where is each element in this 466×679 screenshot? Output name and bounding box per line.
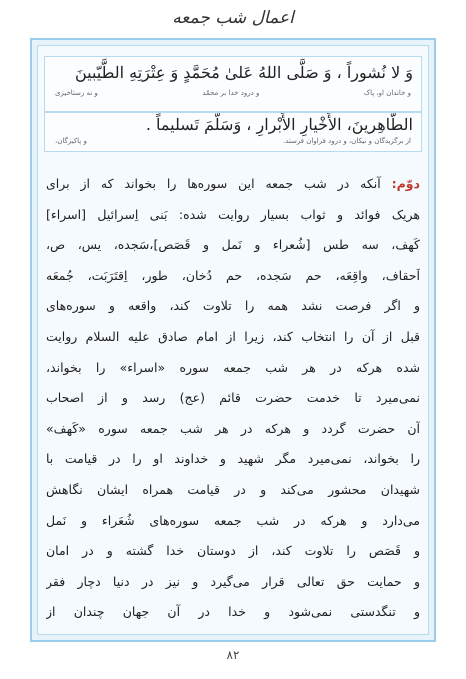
- body-text: [46, 169, 420, 628]
- text-line: و حمايت حق تعالى قرار مى‌گيرد و نيز در دنيا دچار فقر: [46, 573, 420, 589]
- text-line: نمى‌ميرد تا خدمت حضرت قائم (عج) رسد و از اصحاب: [46, 390, 420, 406]
- text-line: شهيدان محشور مى‌كند و در قيامت همراه ايشان نگاهش: [46, 481, 420, 497]
- text-line: قبل از آن را انتخاب كند، زيرا از امام صادق عليه السلام روايت: [46, 328, 420, 344]
- translation-segment: از برگزيدگان و نيكان، و درود فراوان فرستد.: [282, 137, 411, 145]
- text-line: مى‌دارد و هركه در شب جمعه سوره‌هاى شُعَراء و نَمل: [46, 512, 420, 528]
- text-line: و تنگدستى نمى‌شود و خدا در آن جهان چندان از: [46, 604, 420, 620]
- page-number: ۸۲: [226, 648, 240, 662]
- text-line: آن حضرت گردد و هركه در هر شب جمعه سوره «كَهف»: [46, 420, 420, 436]
- text-line: هريک فوائد و ثواب بسيار روايت شده: بَنى اِسرائيل [اسراء]: [46, 206, 420, 222]
- text-line: و اگر فرصت نشد همه را تلاوت كند، واقعه و سوره‌هاى: [46, 298, 420, 314]
- translation-row-1: [45, 89, 421, 97]
- page-frame-inner: [37, 45, 429, 635]
- text-line: [46, 169, 420, 200]
- arabic-line-1: وَ لا نُشوراً ، وَ صَلَّى اللهُ عَلىٰ مُحَمَّدٍ وَ عِتْرَتِهِ الطَّيّبينَ: [74, 63, 413, 82]
- text-line: شده هركه در هر شب جمعه سوره «اسراء» را بخواند،: [46, 359, 420, 375]
- arabic-text-box-2: [44, 112, 422, 152]
- translation-segment: و درود خدا بر محمّد: [202, 89, 260, 97]
- arabic-text-box-1: [44, 56, 422, 112]
- translation-segment: و نه رستاخيزى: [55, 89, 98, 97]
- text-line-content: آنكه در شب جمعه اين سوره‌ها را بخواند كه از براى: [46, 176, 381, 191]
- translation-row-2: [45, 137, 421, 145]
- arabic-line-2: الطّاهِرينَ، الأَخْيارِ الأَبْرارِ ، وَسَلَّمَ تَسليماً .: [145, 115, 413, 134]
- lead-word: دوّم:: [391, 176, 420, 191]
- text-line: را بخواند، نمى‌ميرد مگر شهيد و خداوند او را در قيامت با: [46, 451, 420, 467]
- translation-segment: و پاكيزگان،: [55, 137, 87, 145]
- text-line: كَهف، سه طس [شُعراء و نَمل و قَصَص]،سَجده، يس، ص،: [46, 237, 420, 253]
- text-line: اَحقاف، واقِعَه، حم سَجده، حم دُخان، طور، اِقتَرَبَت، جُمعَه: [46, 267, 420, 283]
- text-line: و قَصَص را تلاوت كند، از دوستان خدا گشته و در امان: [46, 543, 420, 559]
- translation-segment: و خاندان او، پاک: [363, 89, 411, 97]
- page-frame: [30, 38, 436, 642]
- page-header-title: اعمال شب جمعه: [172, 8, 294, 28]
